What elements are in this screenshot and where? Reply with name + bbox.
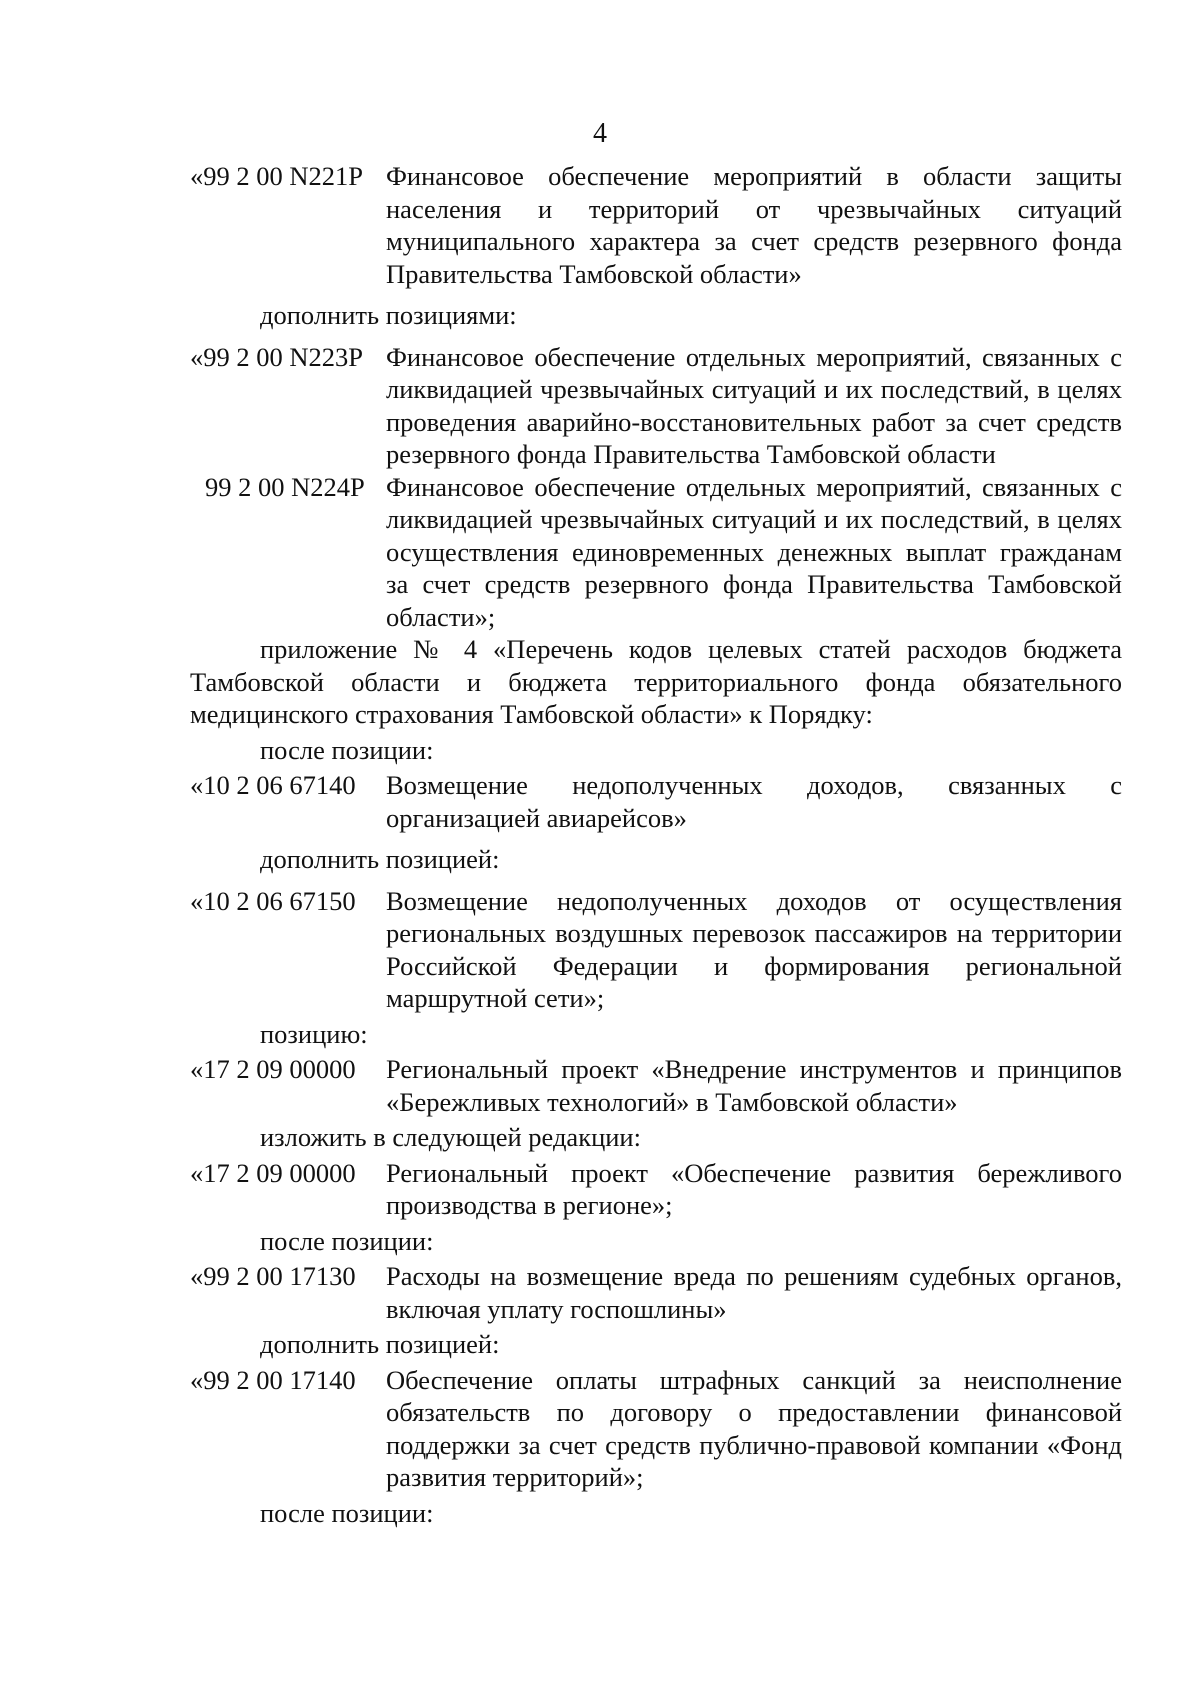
amendment-instruction: после позиции: <box>260 1225 434 1256</box>
entry-code: «10 2 06 67150 <box>190 885 356 916</box>
entry-code: «17 2 09 00000 <box>190 1054 356 1084</box>
code-entry <box>190 341 1122 471</box>
entry-code: 99 2 00 N224P <box>205 471 365 502</box>
entry-code: «10 2 06 67140 <box>190 770 356 800</box>
amendment-instruction: дополнить позицией: <box>260 1329 500 1359</box>
page-number: 4 <box>593 118 607 149</box>
entry-description: Расходы на возмещение вреда по решениям судебных органов, включая уплату госпошлины» <box>386 1261 1122 1324</box>
body-paragraph: приложение № 4 «Перечень кодов целевых статей расходов бюджета Тамбовской области и бюджета территориального фонда обязательного медицинского страхования Тамбовской области» к Порядку: <box>190 634 1122 729</box>
amendment-instruction: дополнить позициями: <box>260 300 517 330</box>
document-body <box>190 160 1122 1532</box>
entry-code: «99 2 00 17140 <box>190 1364 356 1395</box>
entry-description: Финансовое обеспечение мероприятий в области защиты населения и территорий от чрезвычайных ситуаций муниципального характера за счет средств резервного фонда Правительства Тамбовской области» <box>386 161 1122 289</box>
entry-description: Региональный проект «Внедрение инструментов и принципов «Бережливых технологий» в Тамбовской области» <box>386 1054 1122 1117</box>
entry-description: Возмещение недополученных доходов от осуществления региональных воздушных перевозок пассажиров на территории Российской Федерации и формирования региональной маршрутной сети»; <box>386 885 1122 1013</box>
entry-description: Финансовое обеспечение отдельных мероприятий, связанных с ликвидацией чрезвычайных ситуаций и их последствий, в целях проведения аварийно-восстановительных работ за счет средств резервного фонда Правительства Тамбовской области <box>386 341 1122 469</box>
code-entry <box>190 885 1122 1015</box>
entry-description: Возмещение недополученных доходов, связанных с организацией авиарейсов» <box>386 770 1122 833</box>
code-entry <box>190 1364 1122 1494</box>
code-entry <box>190 1053 1122 1118</box>
amendment-instruction: изложить в следующей редакции: <box>260 1122 641 1152</box>
code-entry <box>190 769 1122 834</box>
amendment-instruction: позицию: <box>260 1018 368 1049</box>
entry-code: «99 2 00 N223P <box>190 341 364 372</box>
amendment-instruction: дополнить позицией: <box>260 844 500 874</box>
entry-description: Региональный проект «Обеспечение развития бережливого производства в регионе»; <box>386 1157 1122 1220</box>
code-entry <box>190 1157 1122 1222</box>
code-entry <box>190 160 1122 290</box>
amendment-instruction: после позиции: <box>260 1497 434 1528</box>
entry-description: Финансовое обеспечение отдельных мероприятий, связанных с ликвидацией чрезвычайных ситуаций и их последствий, в целях осуществления единовременных денежных выплат гражданам за счет средств резервного фонда Правительства Тамбовской области»; <box>386 471 1122 632</box>
entry-code: «99 2 00 N221P <box>190 161 364 191</box>
code-entry <box>190 1260 1122 1325</box>
amendment-instruction: после позиции: <box>260 734 434 765</box>
entry-code: «17 2 09 00000 <box>190 1157 356 1188</box>
entry-description: Обеспечение оплаты штрафных санкций за неисполнение обязательств по договору о предоставлении финансовой поддержки за счет средств публично-правовой компании «Фонд развития территорий»; <box>386 1364 1122 1492</box>
entry-code: «99 2 00 17130 <box>190 1261 356 1291</box>
code-entry <box>190 471 1122 634</box>
